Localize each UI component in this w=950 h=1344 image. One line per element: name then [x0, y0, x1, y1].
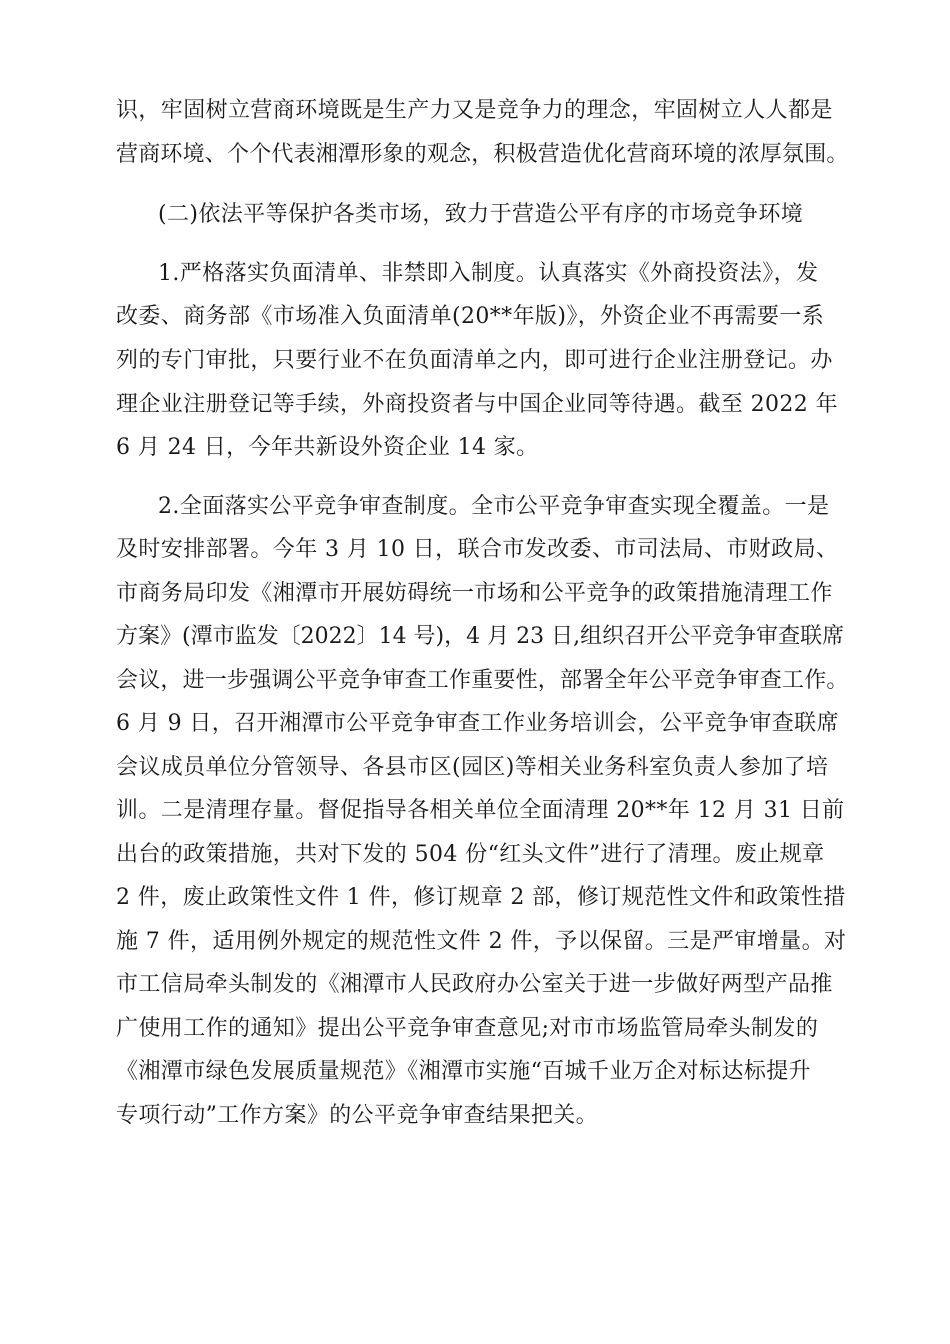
text-line: 会议成员单位分管领导、各县市区(园区)等相关业务科室负责人参加了培 — [116, 755, 829, 780]
text-line: 6 月 24 日，今年共新设外资企业 14 家。 — [116, 435, 539, 460]
text-line: 《湘潭市绿色发展质量规范》《湘潭市实施“百城千业万企对标达标提升 — [116, 1059, 812, 1084]
text-line: 改委、商务部《市场准入负面清单(20**年版)》，外资企业不再需要一系 — [116, 304, 825, 329]
text-line: 识，牢固树立营商环境既是生产力又是竞争力的理念，牢固树立人人都是 — [116, 98, 833, 123]
text-line: 出台的政策措施，共对下发的 504 份“红头文件”进行了清理。废止规章 — [116, 842, 825, 867]
text-line: 列的专门审批，只要行业不在负面清单之内，即可进行企业注册登记。办 — [116, 348, 833, 373]
text-line: 会议，进一步强调公平竞争审查工作重要性，部署全年公平竞争审查工作。 — [116, 668, 849, 693]
text-line: 营商环境、个个代表湘潭形象的观念，积极营造优化营商环境的浓厚氛围。 — [116, 142, 849, 167]
text-line: 理企业注册登记等手续，外商投资者与中国企业同等待遇。截至 2022 年 — [116, 392, 838, 417]
text-line: 方案》(潭市监发〔2022〕14 号)，4 月 23 日,组织召开公平竞争审查联席 — [116, 624, 845, 649]
text-line: 1.严格落实负面清单、非禁即入制度。认真落实《外商投资法》，发 — [158, 261, 819, 286]
text-line: 广使用工作的通知》提出公平竞争审查意见;对市市场监管局牵头制发的 — [116, 1016, 819, 1041]
text-line: 市商务局印发《湘潭市开展妨碍统一市场和公平竞争的政策措施清理工作 — [116, 581, 833, 606]
text-line: 市工信局牵头制发的《湘潭市人民政府办公室关于进一步做好两型产品推 — [116, 972, 833, 997]
section-heading: (二)依法平等保护各类市场，致力于营造公平有序的市场竞争环境 — [158, 202, 804, 227]
text-line: 6 月 9 日，召开湘潭市公平竞争审查工作业务培训会，公平竞争审查联席 — [116, 711, 839, 736]
text-line: 2.全面落实公平竞争审查制度。全市公平竞争审查实现全覆盖。一是 — [158, 494, 830, 519]
text-line: 及时安排部署。今年 3 月 10 日，联合市发改委、市司法局、市财政局、 — [116, 537, 839, 562]
text-line: 专项行动”工作方案》的公平竞争审查结果把关。 — [116, 1103, 599, 1128]
text-line: 施 7 件，适用例外规定的规范性文件 2 件，予以保留。三是严审增量。对 — [116, 929, 847, 954]
text-line: 训。二是清理存量。督促指导各相关单位全面清理 20**年 12 月 31 日前 — [116, 798, 845, 823]
text-line: 2 件，废止政策性文件 1 件，修订规章 2 部，修订规范性文件和政策性措 — [116, 885, 846, 910]
